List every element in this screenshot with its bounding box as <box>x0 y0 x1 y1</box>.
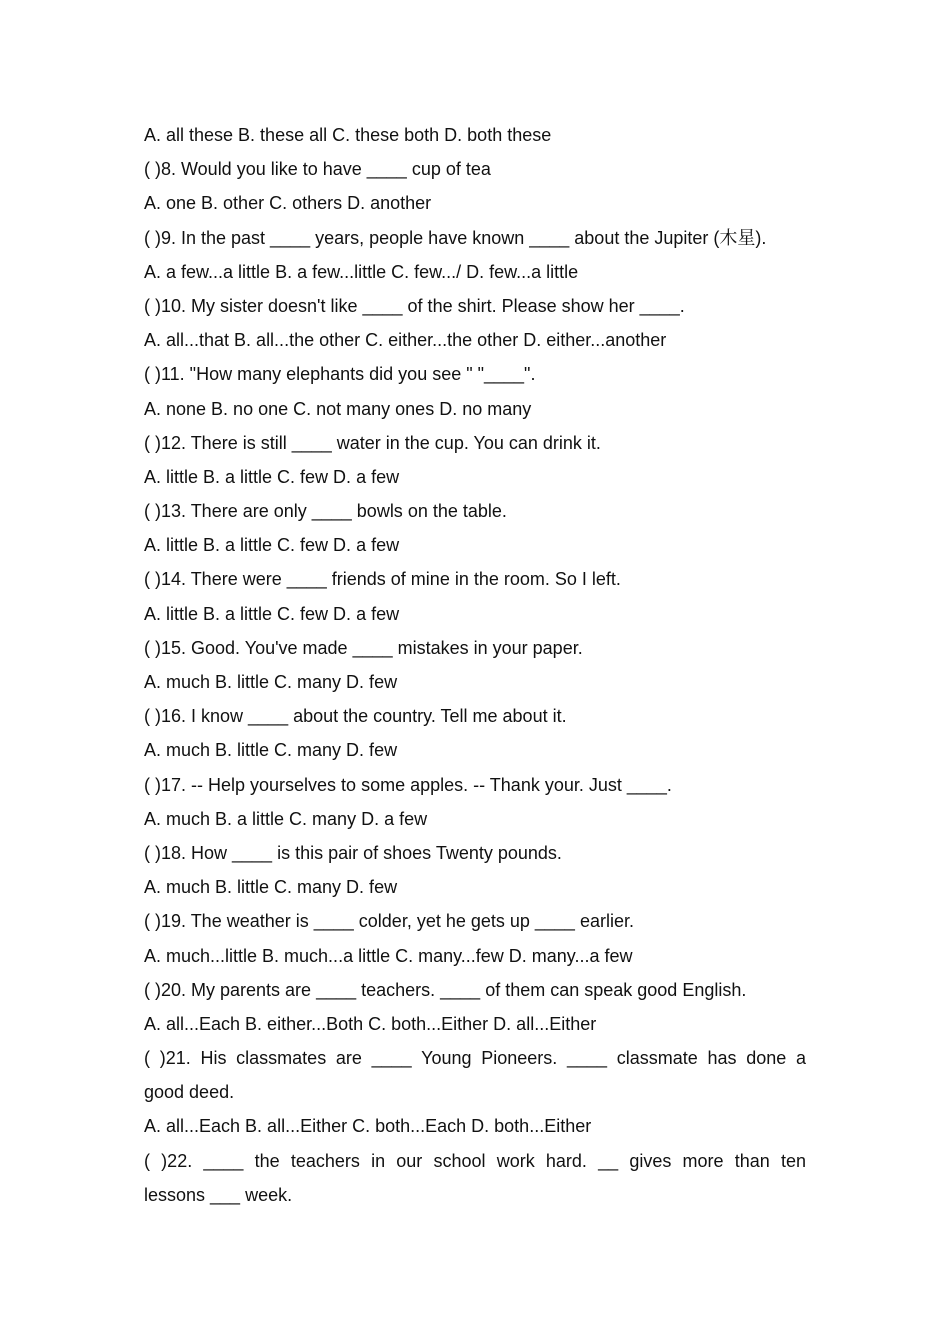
options-line-10: A. all...that B. all...the other C. either...the other D. either...another <box>144 330 667 351</box>
question-19: ( )19. The weather is ____ colder, yet he gets up ____ earlier. <box>144 911 634 932</box>
options-line-14: A. little B. a little C. few D. a few <box>144 603 400 624</box>
question-17: ( )17. -- Help yourselves to some apples. -- Thank your. Just ____. <box>144 774 672 795</box>
question-18: ( )18. How ____ is this pair of shoes Twenty pounds. <box>144 842 562 863</box>
question-16: ( )16. I know ____ about the country. Tell me about it. <box>144 706 567 727</box>
options-line-7: A. all these B. these all C. these both D. both these <box>144 125 552 145</box>
question-11: ( )11. "How many elephants did you see " "____". <box>144 364 536 385</box>
options-line-12: A. little B. a little C. few D. a few <box>144 466 400 487</box>
exercise-text <box>144 118 806 1212</box>
options-line-11: A. none B. no one C. not many ones D. no many <box>144 398 532 419</box>
options-line-13: A. little B. a little C. few D. a few <box>144 535 400 556</box>
question-8: ( )8. Would you like to have ____ cup of tea <box>144 159 491 180</box>
question-15: ( )15. Good. You've made ____ mistakes in your paper. <box>144 637 583 658</box>
question-20: ( )20. My parents are ____ teachers. ____ of them can speak good English. <box>144 979 747 1000</box>
question-22-line-1: ( )22. ____ the teachers in our school work hard. __ gives more than ten <box>144 1150 806 1171</box>
options-line-21: A. all...Each B. all...Either C. both...Each D. both...Either <box>144 1116 592 1137</box>
question-9: ( )9. In the past ____ years, people have known ____ about the Jupiter (木星). <box>144 227 767 248</box>
options-line-15: A. much B. little C. many D. few <box>144 672 398 692</box>
options-line-8: A. one B. other C. others D. another <box>144 193 432 214</box>
question-21-line-2: good deed. <box>144 1082 235 1103</box>
question-14: ( )14. There were ____ friends of mine in the room. So I left. <box>144 569 621 590</box>
question-12: ( )12. There is still ____ water in the cup. You can drink it. <box>144 432 601 453</box>
question-10: ( )10. My sister doesn't like ____ of the shirt. Please show her ____. <box>144 295 685 316</box>
question-13: ( )13. There are only ____ bowls on the table. <box>144 501 507 522</box>
options-line-9: A. a few...a little B. a few...little C. few.../ D. few...a little <box>144 261 579 282</box>
question-21-line-1: ( )21. His classmates are ____ Young Pioneers. ____ classmate has done a <box>144 1048 806 1069</box>
options-line-18: A. much B. little C. many D. few <box>144 877 398 898</box>
options-line-20: A. all...Each B. either...Both C. both...Either D. all...Either <box>144 1013 597 1034</box>
options-line-16: A. much B. little C. many D. few <box>144 740 398 761</box>
options-line-19: A. much...little B. much...a little C. many...few D. many...a few <box>144 945 633 966</box>
options-line-17: A. much B. a little C. many D. a few <box>144 808 428 829</box>
question-22-line-2: lessons ___ week. <box>144 1184 293 1205</box>
